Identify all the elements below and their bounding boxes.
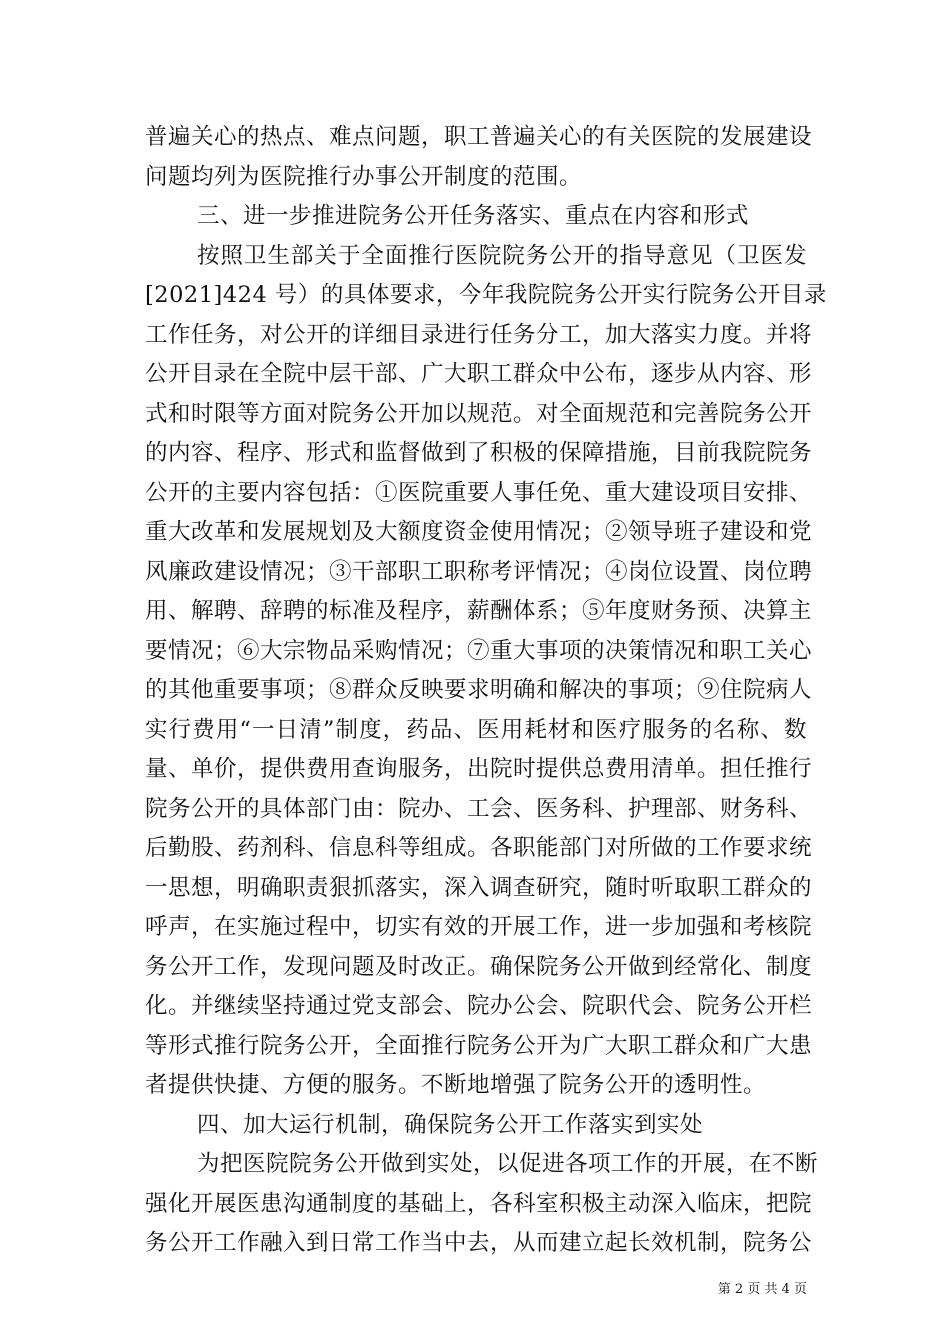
text-line: [2021]424 号）的具体要求，今年我院院务公开实行院务公开目录 (145, 282, 827, 308)
text-line: 量、单价，提供费用查询服务，出院时提供总费用清单。担任推行 (145, 756, 813, 782)
text-line: 四、加大运行机制，确保院务公开工作落实到实处 (197, 1111, 704, 1138)
text-line: 实行费用“一日清”制度，药品、医用耗材和医疗服务的名称、数 (145, 716, 807, 743)
text-line: 为把医院院务公开做到实处，以促进各项工作的开展，在不断 (197, 1151, 819, 1177)
body-text (145, 118, 827, 1264)
text-line: 化。并继续坚持通过党支部会、院办公会、院职代会、院务公开栏 (145, 993, 813, 1019)
text-line: 风廉政建设情况；③干部职工职称考评情况；④岗位设置、岗位聘 (145, 558, 813, 585)
text-line: 的其他重要事项；⑧群众反映要求明确和解决的事项；⑨住院病人 (145, 677, 813, 703)
text-line: 工作任务，对公开的详细目录进行任务分工，加大落实力度。并将 (145, 321, 813, 348)
text-line: 强化开展医患沟通制度的基础上，各科室积极主动深入临床，把院 (145, 1190, 813, 1217)
text-line: 务公开工作，发现问题及时改正。确保院务公开做到经常化、制度 (145, 953, 813, 980)
text-line: 的内容、程序、形式和监督做到了积极的保障措施，目前我院院务 (145, 440, 813, 466)
text-line: 院务公开的具体部门由：院办、工会、医务科、护理部、财务科、 (145, 795, 813, 822)
text-line: 者提供快捷、方便的服务。不断地增强了院务公开的透明性。 (145, 1072, 767, 1098)
text-line: 一思想，明确职责狠抓落实，深入调查研究，随时听取职工群众的 (145, 874, 813, 901)
text-line: 按照卫生部关于全面推行医院院务公开的指导意见（卫医发 (197, 242, 807, 269)
text-line: 等形式推行院务公开，全面推行院务公开为广大职工群众和广大患 (145, 1032, 813, 1059)
text-line: 重大改革和发展规划及大额度资金使用情况；②领导班子建设和党 (145, 519, 813, 545)
text-line: 要情况；⑥大宗物品采购情况；⑦重大事项的决策情况和职工关心 (145, 637, 813, 664)
text-line: 用、解聘、辞聘的标准及程序，薪酬体系；⑤年度财务预、决算主 (145, 598, 813, 624)
text-line: 呼声，在实施过程中，切实有效的开展工作，进一步加强和考核院 (145, 914, 813, 940)
text-line: 公开目录在全院中层干部、广大职工群众中公布，逐步从内容、形 (145, 361, 813, 387)
text-line: 务公开工作融入到日常工作当中去，从而建立起长效机制，院务公 (145, 1230, 813, 1256)
text-line: 三、进一步推进院务公开任务落实、重点在内容和形式 (197, 203, 750, 229)
text-line: 公开的主要内容包括：①医院重要人事任免、重大建设项目安排、 (145, 479, 813, 506)
text-line: 普遍关心的热点、难点问题，职工普遍关心的有关医院的发展建设 (145, 124, 813, 150)
text-line: 后勤股、药剂科、信息科等组成。各职能部门对所做的工作要求统 (145, 835, 813, 861)
page-number-footer: 第 2 页 共 4 页 (717, 1282, 807, 1297)
text-line: 问题均列为医院推行办事公开制度的范围。 (145, 163, 583, 190)
text-line: 式和时限等方面对院务公开加以规范。对全面规范和完善院务公开 (145, 400, 813, 427)
